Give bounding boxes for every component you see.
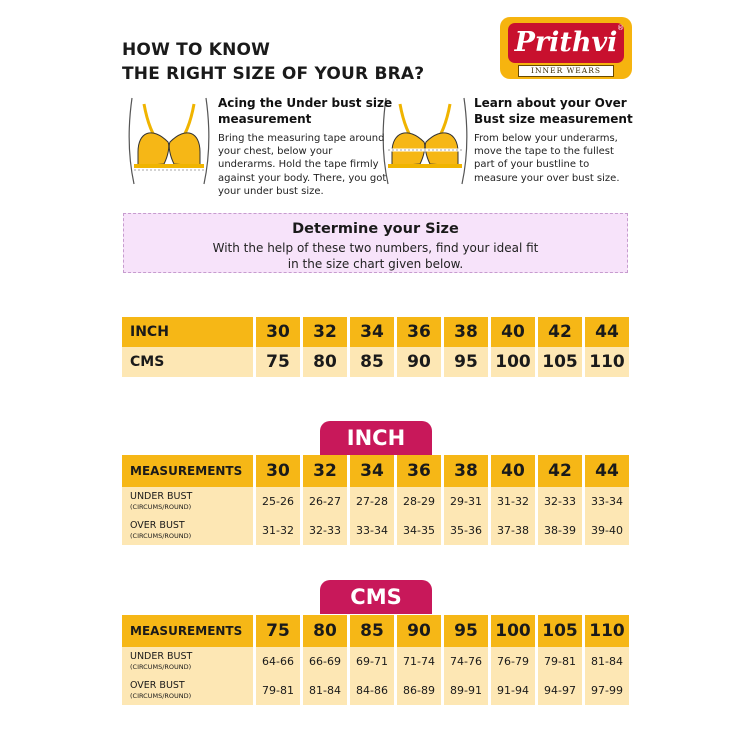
- inch-size-cell: 40: [491, 455, 535, 487]
- conversion-inch-cell: 34: [350, 317, 394, 347]
- inch-over-bust-cell: 32-33: [303, 516, 347, 545]
- under-bust-label-text: UNDER BUST: [130, 650, 193, 662]
- cms-under-bust-cell: 71-74: [397, 647, 441, 676]
- inch-table-badge: INCH: [320, 421, 432, 455]
- determine-title: Determine your Size: [292, 221, 459, 237]
- conversion-inch-cell: 42: [538, 317, 582, 347]
- conversion-cms-cell: 80: [303, 347, 347, 377]
- inch-under-bust-cell: 27-28: [350, 487, 394, 516]
- cms-table-badge: CMS: [320, 580, 432, 614]
- conversion-inch-cell: 38: [444, 317, 488, 347]
- conversion-inch-cell: 44: [585, 317, 629, 347]
- inch-size-cell: 32: [303, 455, 347, 487]
- inch-under-bust-cell: 32-33: [538, 487, 582, 516]
- conversion-cms-cell: 90: [397, 347, 441, 377]
- over-bust-label-sub: (CIRCUMS/ROUND): [130, 691, 192, 700]
- cms-over-bust-label: [122, 676, 253, 705]
- inch-size-cell: 38: [444, 455, 488, 487]
- cms-over-bust-cell: 84-86: [350, 676, 394, 705]
- under-bust-title: Acing the Under bust size measurement: [218, 96, 393, 126]
- cms-size-cell: 100: [491, 615, 535, 647]
- over-bust-label-text: OVER BUST: [130, 679, 185, 691]
- heading-line-1: HOW TO KNOW: [122, 40, 271, 60]
- inch-measurements-label: MEASUREMENTS: [122, 455, 253, 487]
- inch-under-bust-cell: 33-34: [585, 487, 629, 516]
- over-bust-label-text: OVER BUST: [130, 519, 185, 531]
- inch-over-bust-cell: 33-34: [350, 516, 394, 545]
- inch-under-bust-label: [122, 487, 253, 516]
- heading-line-2: THE RIGHT SIZE OF YOUR BRA?: [122, 64, 425, 84]
- cms-under-bust-cell: 74-76: [444, 647, 488, 676]
- page-heading: [122, 38, 424, 86]
- inch-over-bust-label: [122, 516, 253, 545]
- logo-tagline: INNER WEARS: [518, 65, 614, 77]
- cms-size-cell: 80: [303, 615, 347, 647]
- cms-under-bust-cell: 76-79: [491, 647, 535, 676]
- inch-size-cell: 34: [350, 455, 394, 487]
- cms-under-bust-cell: 81-84: [585, 647, 629, 676]
- inch-over-bust-cell: 38-39: [538, 516, 582, 545]
- conversion-cms-cell: 110: [585, 347, 629, 377]
- over-bust-label-sub: (CIRCUMS/ROUND): [130, 531, 192, 540]
- conversion-cms-cell: 100: [491, 347, 535, 377]
- cms-over-bust-cell: 81-84: [303, 676, 347, 705]
- cms-over-bust-cell: 86-89: [397, 676, 441, 705]
- inch-under-bust-cell: 28-29: [397, 487, 441, 516]
- under-bust-illustration: [124, 96, 214, 186]
- inch-under-bust-cell: 31-32: [491, 487, 535, 516]
- cms-over-bust-cell: 94-97: [538, 676, 582, 705]
- under-bust-label-sub: (CIRCUMS/ROUND): [130, 662, 192, 671]
- conversion-cms-cell: 85: [350, 347, 394, 377]
- inch-size-cell: 36: [397, 455, 441, 487]
- inch-under-bust-cell: 25-26: [256, 487, 300, 516]
- conversion-cms-label: CMS: [122, 347, 253, 377]
- inch-size-cell: 44: [585, 455, 629, 487]
- cms-over-bust-cell: 91-94: [491, 676, 535, 705]
- cms-over-bust-cell: 97-99: [585, 676, 629, 705]
- inch-size-cell: 30: [256, 455, 300, 487]
- cms-under-bust-cell: 66-69: [303, 647, 347, 676]
- inch-under-bust-cell: 29-31: [444, 487, 488, 516]
- cms-under-bust-cell: 79-81: [538, 647, 582, 676]
- conversion-inch-cell: 30: [256, 317, 300, 347]
- inch-over-bust-cell: 31-32: [256, 516, 300, 545]
- under-bust-label-text: UNDER BUST: [130, 490, 193, 502]
- cms-size-cell: 110: [585, 615, 629, 647]
- cms-size-cell: 95: [444, 615, 488, 647]
- under-bust-instructions: Bring the measuring tape around your chest, below your underarms. Hold the tape firmly against your body. There, you got your under bust size.: [218, 133, 387, 197]
- cms-under-bust-cell: 69-71: [350, 647, 394, 676]
- inch-over-bust-cell: 34-35: [397, 516, 441, 545]
- brand-logo: [500, 17, 632, 79]
- conversion-inch-label: INCH: [122, 317, 253, 347]
- conversion-inch-cell: 32: [303, 317, 347, 347]
- over-bust-instructions: From below your underarms, move the tape to the fullest part of your bustline to measure your over bust size.: [474, 133, 620, 184]
- cms-size-cell: 105: [538, 615, 582, 647]
- cms-size-cell: 75: [256, 615, 300, 647]
- conversion-cms-cell: 75: [256, 347, 300, 377]
- conversion-cms-cell: 95: [444, 347, 488, 377]
- over-bust-title: Learn about your Over Bust size measurement: [474, 96, 633, 126]
- conversion-inch-cell: 40: [491, 317, 535, 347]
- determine-line-2: in the size chart given below.: [287, 257, 464, 271]
- logo-brand-name: Prithvi: [514, 27, 618, 58]
- cms-measurements-label: MEASUREMENTS: [122, 615, 253, 647]
- inch-size-cell: 42: [538, 455, 582, 487]
- inch-over-bust-cell: 35-36: [444, 516, 488, 545]
- cms-over-bust-cell: 89-91: [444, 676, 488, 705]
- logo-registered-mark: ®: [617, 24, 624, 32]
- cms-over-bust-cell: 79-81: [256, 676, 300, 705]
- cms-under-bust-label: [122, 647, 253, 676]
- cms-size-cell: 90: [397, 615, 441, 647]
- inch-over-bust-cell: 39-40: [585, 516, 629, 545]
- conversion-inch-cell: 36: [397, 317, 441, 347]
- determine-size-box: [123, 213, 628, 273]
- conversion-cms-cell: 105: [538, 347, 582, 377]
- determine-line-1: With the help of these two numbers, find your ideal fit: [212, 241, 539, 255]
- inch-under-bust-cell: 26-27: [303, 487, 347, 516]
- cms-size-cell: 85: [350, 615, 394, 647]
- cms-under-bust-cell: 64-66: [256, 647, 300, 676]
- inch-over-bust-cell: 37-38: [491, 516, 535, 545]
- under-bust-label-sub: (CIRCUMS/ROUND): [130, 502, 192, 511]
